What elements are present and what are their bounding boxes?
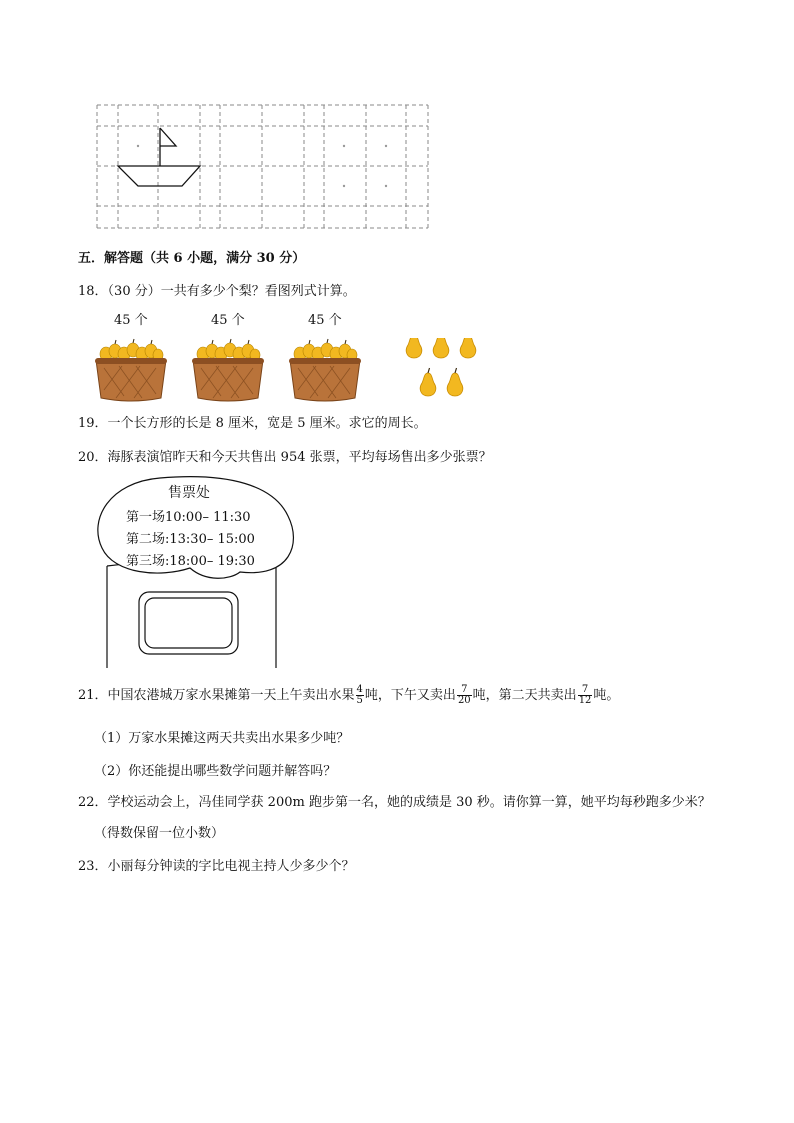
session-1: 第一场10:00– 11:30 <box>126 510 251 525</box>
q20-text: 20．海豚表演馆昨天和今天共售出 954 张票，平均每场售出多少张票？ <box>78 450 492 465</box>
q23-text: 23．小丽每分钟读的字比电视主持人少多少个？ <box>78 859 355 874</box>
session-2: 第二场:13:30– 15:00 <box>126 532 255 547</box>
section-title: 五．解答题（共 6 小题，满分 30 分） <box>78 251 306 266</box>
fraction-7-20: $\frac{7}{20}$ <box>457 684 471 706</box>
q21-subquestion-2: （2）你还能提出哪些数学问题并解答吗？ <box>94 764 337 779</box>
q21-mid2: 吨，第二天共卖出 <box>472 688 577 703</box>
loose-pears <box>406 338 476 396</box>
q21-mid1: 吨，下午又卖出 <box>364 688 456 703</box>
ticket-booth-illustration <box>90 474 310 674</box>
q21-prefix: 21．中国农港城万家水果摊第一天上午卖出水果 <box>78 688 355 703</box>
fraction-7-12: $\frac{7}{12}$ <box>578 684 592 706</box>
basket-label-1: 45 个 <box>114 313 148 328</box>
session-3: 第三场:18:00– 19:30 <box>126 554 255 569</box>
q21-suffix: 吨。 <box>593 688 620 703</box>
booth-title: 售票处 <box>168 485 210 501</box>
basket-1 <box>95 339 167 401</box>
basket-label-3: 45 个 <box>308 313 342 328</box>
q22-note: （得数保留一位小数） <box>94 826 225 841</box>
q21-subquestion-1: （1）万家水果摊这两天共卖出水果多少吨？ <box>94 731 350 746</box>
pear-baskets-illustration <box>94 338 484 402</box>
grid-figure <box>96 104 430 230</box>
q21-text <box>78 684 619 708</box>
basket-3 <box>289 339 361 401</box>
boat-shape <box>118 128 200 186</box>
basket-2 <box>192 339 264 401</box>
basket-label-2: 45 个 <box>211 313 245 328</box>
q22-text: 22．学校运动会上，冯佳同学获 200m 跑步第一名，她的成绩是 30 秒。请你算一算，她平均每秒跑多少米？ <box>78 795 711 810</box>
q19-text: 19．一个长方形的长是 8 厘米，宽是 5 厘米。求它的周长。 <box>78 416 427 431</box>
fraction-4-5: $\frac{4}{5}$ <box>356 684 363 706</box>
q18-text: 18．（30 分）一共有多少个梨？看图列式计算。 <box>78 284 356 299</box>
